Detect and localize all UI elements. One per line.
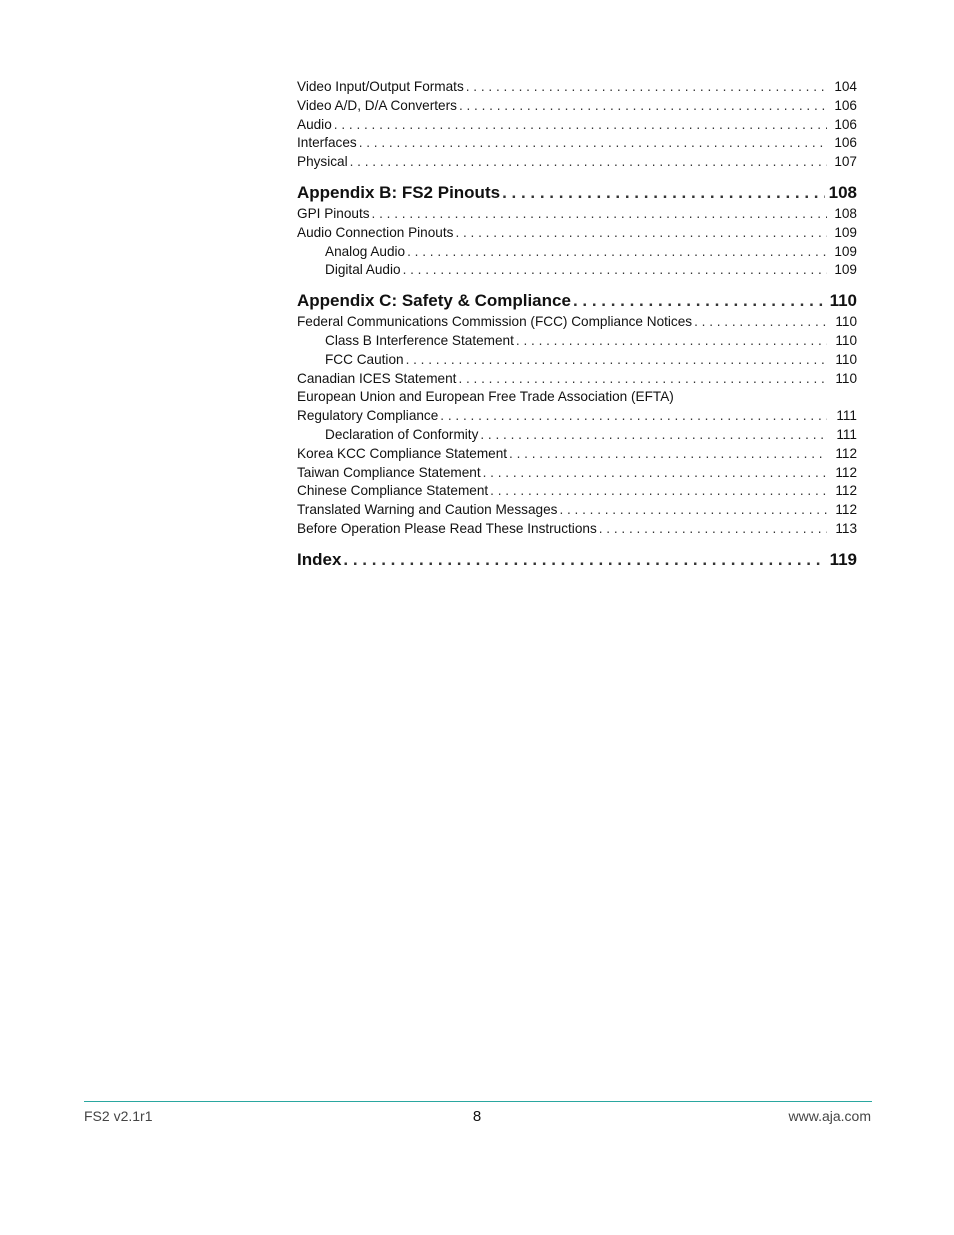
toc-entry-wrapped-line[interactable]	[297, 388, 857, 407]
toc-entry-title: Interfaces	[297, 135, 357, 151]
toc-entry-page: 109	[834, 224, 857, 240]
toc-entry-page: 110	[835, 370, 857, 386]
dot-leader	[502, 181, 825, 205]
toc-entry-title: GPI Pinouts	[297, 205, 370, 221]
toc-entry-title: FCC Caution	[325, 351, 404, 367]
dot-leader	[455, 224, 827, 243]
dot-leader	[483, 464, 827, 483]
toc-entry-title: Translated Warning and Caution Messages	[297, 502, 558, 518]
toc-entry-page: 108	[834, 205, 857, 221]
toc-entry[interactable]	[297, 445, 857, 464]
toc-entry[interactable]	[297, 501, 857, 520]
dot-leader	[490, 482, 827, 501]
toc-heading-appendix-b[interactable]	[297, 181, 857, 205]
toc-entry-title: Digital Audio	[325, 262, 401, 278]
dot-leader	[459, 97, 827, 116]
toc-entry-page: 109	[834, 243, 857, 259]
toc-heading-title: Appendix B: FS2 Pinouts	[297, 182, 501, 202]
toc-entry-title: Chinese Compliance Statement	[297, 483, 489, 499]
dot-leader	[516, 332, 827, 351]
dot-leader	[480, 426, 827, 445]
toc-entry[interactable]	[297, 482, 857, 501]
toc-entry-page: 112	[835, 445, 857, 461]
dot-leader	[466, 78, 827, 97]
toc-entry-title: Physical	[297, 154, 348, 170]
toc-entry-page: 111	[836, 426, 857, 442]
toc-subentry[interactable]	[297, 332, 857, 351]
toc-entry-title: Taiwan Compliance Statement	[297, 464, 481, 480]
toc-entry-page: 104	[834, 79, 857, 94]
toc-entry-page: 113	[835, 520, 857, 536]
dot-leader	[359, 134, 827, 153]
toc-heading-title: Appendix C: Safety & Compliance	[297, 291, 571, 311]
toc-entry-title: Korea KCC Compliance Statement	[297, 445, 508, 461]
toc-subentry[interactable]	[297, 351, 857, 370]
toc-entry-page: 110	[835, 314, 857, 330]
toc-entry-title: Video Input/Output Formats	[297, 79, 464, 94]
toc-entry[interactable]	[297, 205, 857, 224]
footer-divider	[84, 1101, 872, 1102]
dot-leader	[334, 116, 827, 135]
toc-heading-page: 110	[829, 291, 857, 311]
toc-entry-title: Class B Interference Statement	[325, 332, 514, 348]
toc-entry-title: Audio Connection Pinouts	[297, 224, 454, 240]
toc-entry-title: Regulatory Compliance	[297, 408, 439, 424]
toc-entry[interactable]	[297, 464, 857, 483]
toc-entry-page: 110	[835, 351, 857, 367]
toc-heading-appendix-c[interactable]	[297, 289, 857, 313]
dot-leader	[350, 153, 827, 172]
toc-entry[interactable]	[297, 313, 857, 332]
toc-entry[interactable]	[297, 407, 857, 426]
dot-leader	[509, 445, 827, 464]
toc-heading-index[interactable]	[297, 548, 857, 572]
toc-entry-title: European Union and European Free Trade Association (EFTA)	[297, 389, 674, 405]
toc-entry-title: Before Operation Please Read These Instructions	[297, 520, 597, 536]
toc-entry-title: Canadian ICES Statement	[297, 370, 457, 386]
dot-leader	[559, 501, 827, 520]
toc-entry[interactable]	[297, 153, 857, 172]
footer-website-link[interactable]: www.aja.com	[788, 1108, 871, 1124]
toc-entry-title: Video A/D, D/A Converters	[297, 97, 457, 113]
dot-leader	[599, 520, 827, 539]
toc-heading-page: 119	[829, 549, 857, 569]
dot-leader	[407, 243, 827, 262]
toc-entry[interactable]	[297, 116, 857, 135]
toc-entry-title: Analog Audio	[325, 243, 406, 259]
toc-entry-page: 112	[835, 502, 857, 518]
toc-entry[interactable]	[297, 370, 857, 389]
toc-subentry[interactable]	[297, 243, 857, 262]
toc-subentry[interactable]	[297, 261, 857, 280]
toc-entry-page: 112	[835, 483, 857, 499]
table-of-contents	[297, 78, 857, 572]
toc-entry-page: 109	[834, 262, 857, 278]
dot-leader	[440, 407, 827, 426]
dot-leader	[403, 261, 827, 280]
toc-entry[interactable]	[297, 224, 857, 243]
toc-entry-page: 106	[834, 97, 857, 113]
toc-entry-title: Audio	[297, 116, 332, 132]
dot-leader	[372, 205, 827, 224]
dot-leader	[343, 548, 825, 572]
dot-leader	[694, 313, 827, 332]
toc-entry-page: 111	[836, 408, 857, 424]
toc-entry-page: 112	[835, 464, 857, 480]
toc-entry[interactable]	[297, 134, 857, 153]
toc-entry-title: Federal Communications Commission (FCC) Compliance Notices	[297, 314, 693, 330]
toc-subentry[interactable]	[297, 426, 857, 445]
toc-heading-page: 108	[828, 182, 857, 202]
toc-entry-page: 106	[834, 116, 857, 132]
toc-heading-title: Index	[297, 549, 342, 569]
toc-entry[interactable]	[297, 78, 857, 97]
dot-leader	[573, 289, 826, 313]
footer-page-number: 8	[472, 1108, 482, 1125]
dot-leader	[406, 351, 827, 370]
footer-version: FS2 v2.1r1	[84, 1108, 153, 1124]
toc-entry[interactable]	[297, 97, 857, 116]
toc-entry-page: 110	[835, 332, 857, 348]
toc-entry-page: 106	[834, 135, 857, 151]
toc-entry-title: Declaration of Conformity	[325, 426, 479, 442]
dot-leader	[458, 370, 827, 389]
toc-entry-page: 107	[834, 154, 857, 170]
toc-entry[interactable]	[297, 520, 857, 539]
